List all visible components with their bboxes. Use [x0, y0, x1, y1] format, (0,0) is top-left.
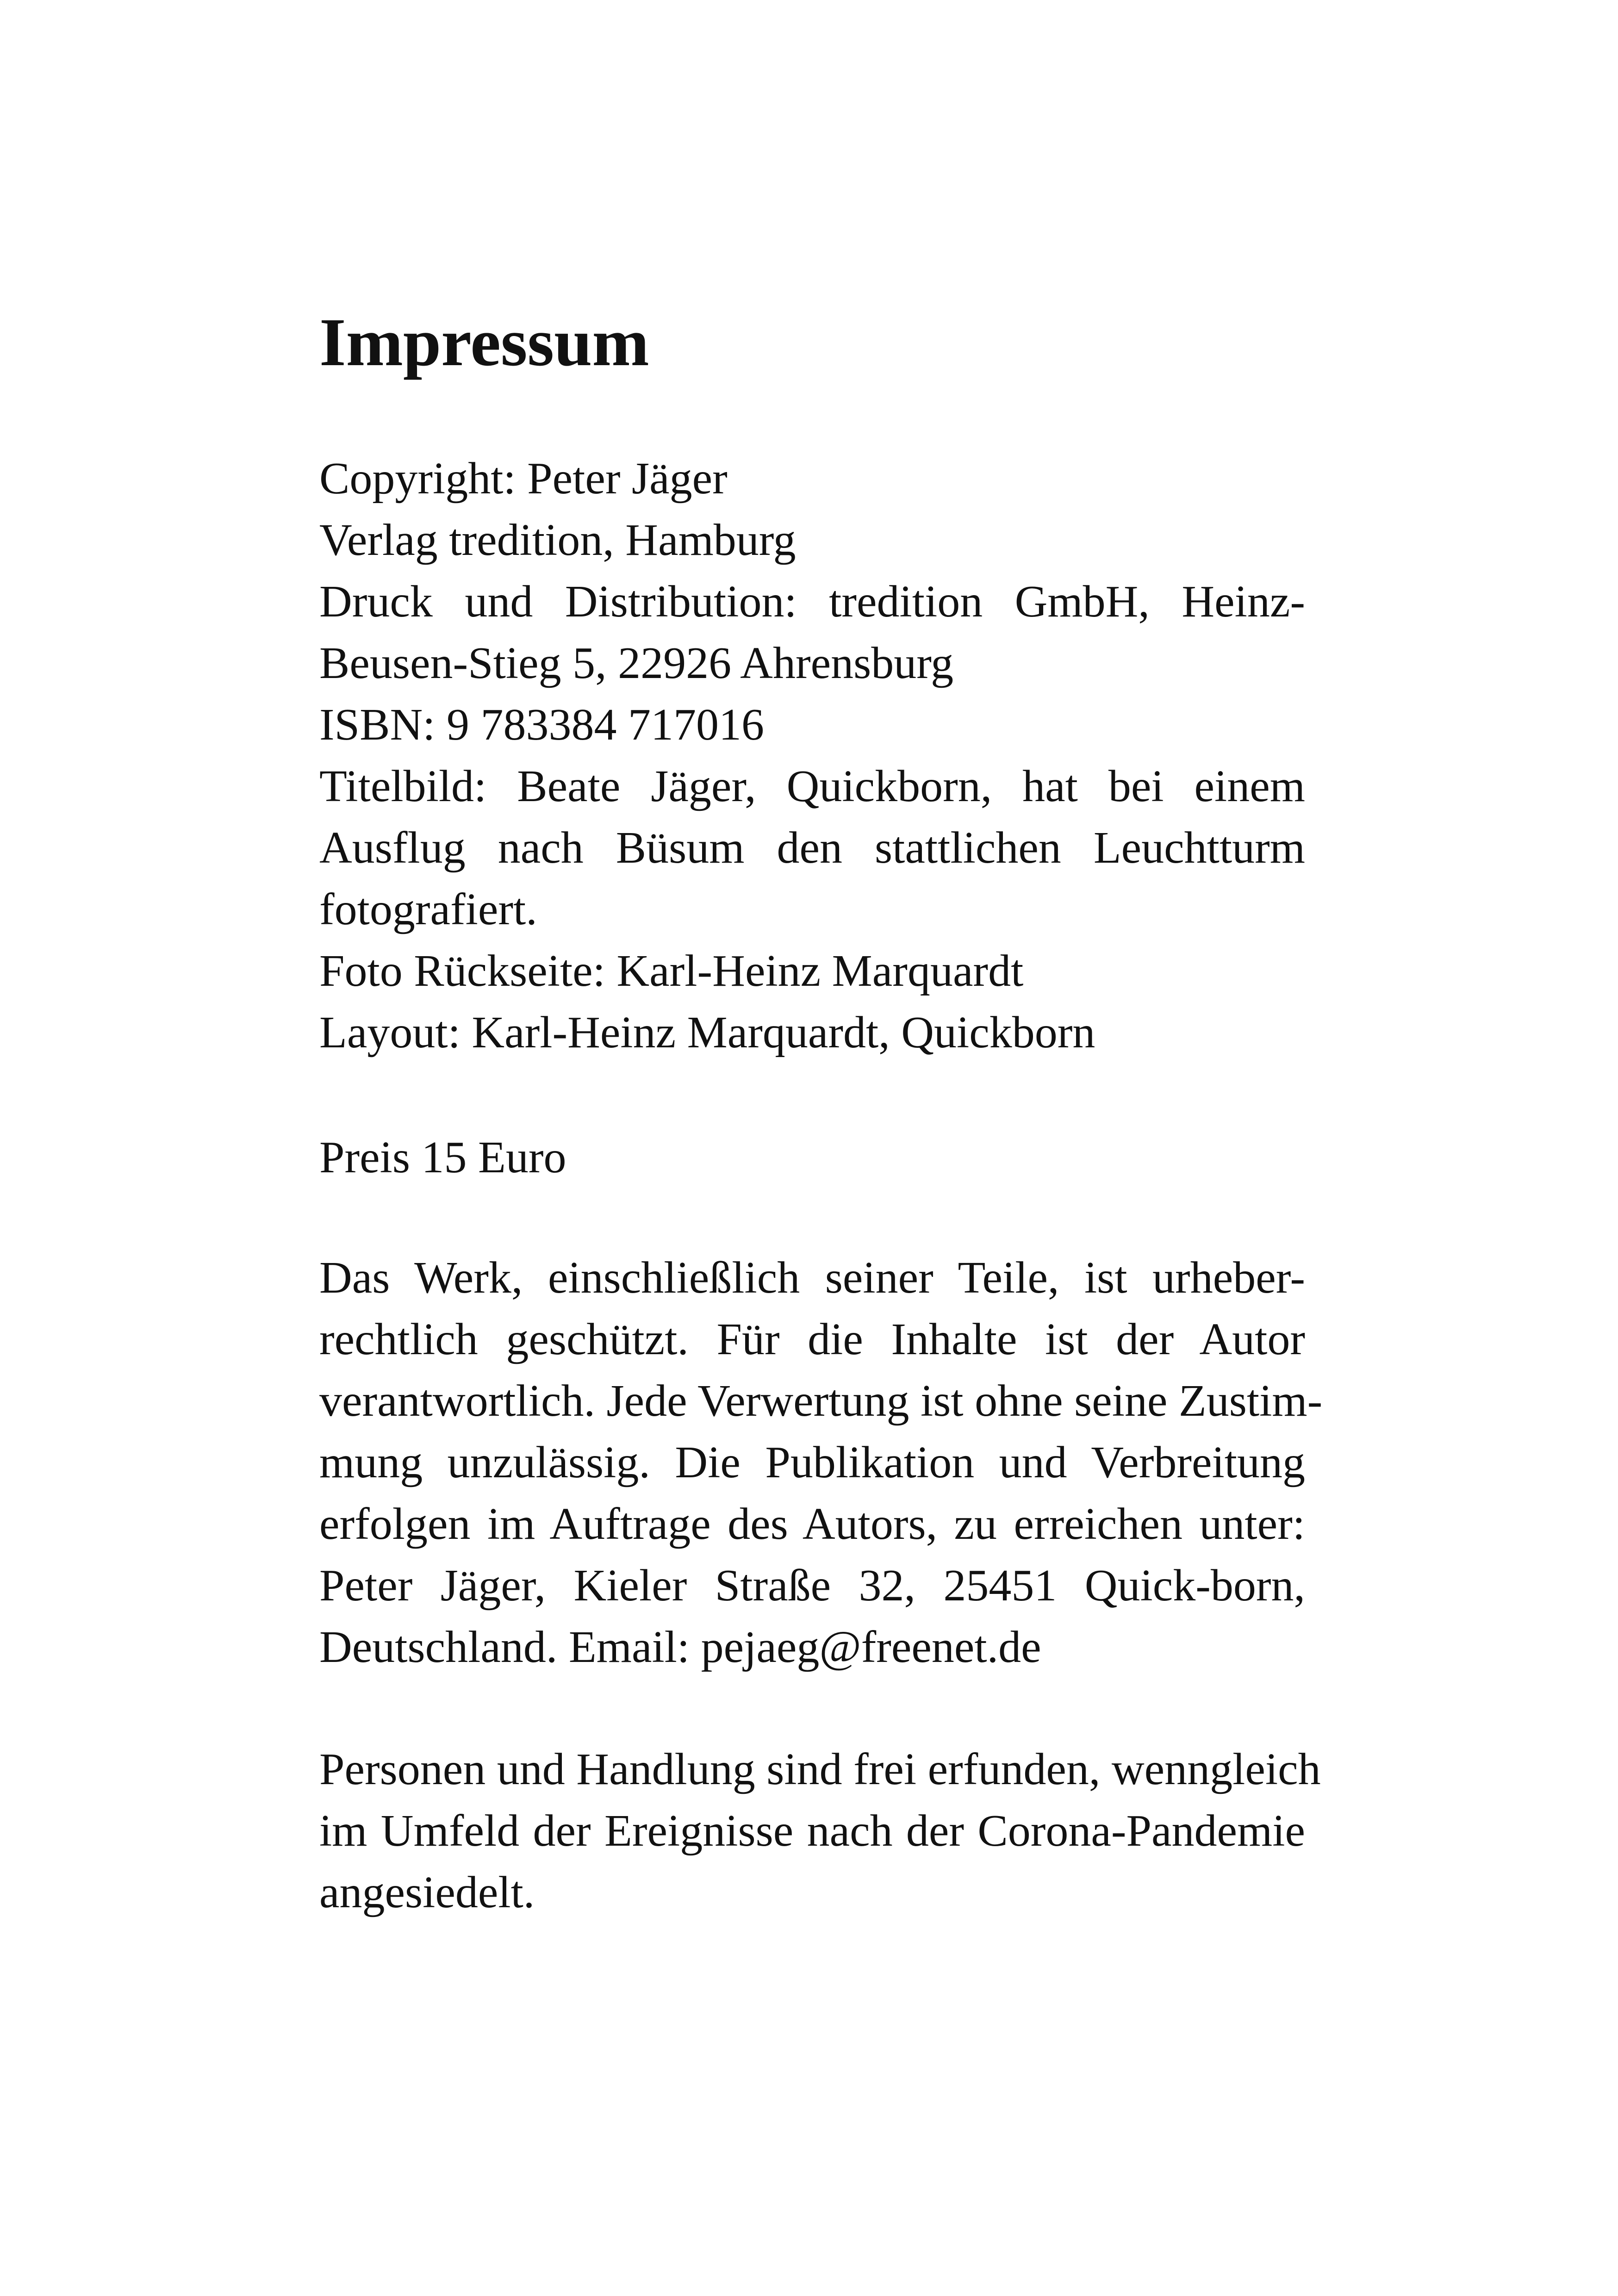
fiction-line: angesiedelt.: [319, 1867, 535, 1917]
credits-line: Copyright: Peter Jäger: [319, 454, 728, 504]
credits-line: Layout: Karl-Heinz Marquardt, Quickborn: [319, 1008, 1095, 1058]
fiction-notice-block: [319, 1739, 1321, 1923]
credits-line: Druck und Distribution: tredition GmbH, Heinz-: [319, 577, 1305, 627]
credits-line: Beusen-Stieg 5, 22926 Ahrensburg: [319, 638, 954, 688]
rights-line: verantwortlich. Jede Verwertung ist ohne seine Zustim-: [319, 1376, 1323, 1426]
rights-line: mung unzulässig. Die Publikation und Verbreitung: [319, 1437, 1305, 1487]
rights-line: erfolgen im Auftrage des Autors, zu erreichen unter:: [319, 1499, 1305, 1549]
impressum-page: [319, 0, 1323, 2296]
rights-line: rechtlich geschützt. Für die Inhalte ist der Autor: [319, 1314, 1305, 1364]
price-block: [319, 1127, 1305, 1188]
rights-line: Das Werk, einschließlich seiner Teile, ist urheber-: [319, 1253, 1305, 1303]
credits-block: [319, 448, 1305, 1064]
credits-line: Titelbild: Beate Jäger, Quickborn, hat bei einem: [319, 761, 1305, 811]
rights-block: [319, 1247, 1323, 1678]
credits-line: Ausflug nach Büsum den stattlichen Leuchtturm: [319, 823, 1305, 873]
price-text: Preis 15 Euro: [319, 1132, 566, 1182]
fiction-line: im Umfeld der Ereignisse nach der Corona-Pandemie: [319, 1806, 1305, 1856]
rights-line: Peter Jäger, Kieler Straße 32, 25451 Quick-born,: [319, 1561, 1305, 1611]
credits-line: fotografiert.: [319, 884, 537, 934]
page-title: Impressum: [319, 305, 649, 380]
credits-line: Foto Rückseite: Karl-Heinz Marquardt: [319, 946, 1024, 996]
credits-line: Verlag tredition, Hamburg: [319, 515, 796, 565]
rights-line: Deutschland. Email: pejaeg@freenet.de: [319, 1622, 1041, 1672]
fiction-line: Personen und Handlung sind frei erfunden, wenngleich: [319, 1744, 1321, 1794]
credits-line: ISBN: 9 783384 717016: [319, 700, 765, 750]
